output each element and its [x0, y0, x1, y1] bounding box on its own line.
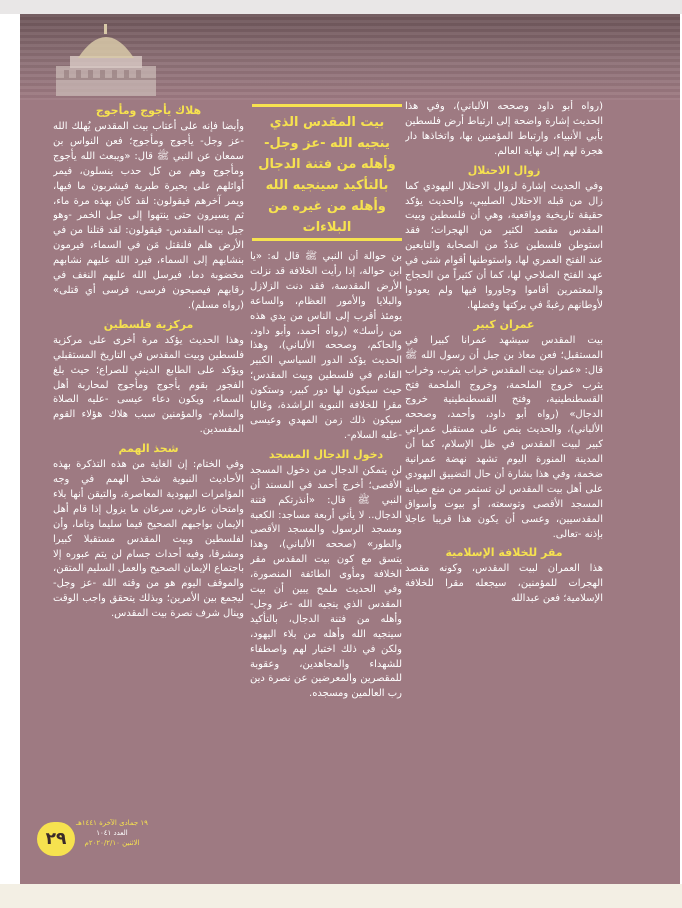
paragraph: لن يتمكن الدجال من دخول المسجد الأقصى؛ أخرج أحمد في المسند أن النبي ﷺ قال: «أنذرتكم فتنة الدجال.. لا يأتي أربعة مساجد: الكعبة ومسجد الرسول والمسجد الأقصى والطور» (صححه الألباني)، وهذا يتسق مع كون بيت المقدس مقر الخلافة ومأوى الطائفة المنصورة، وفي الحديث ملمح يبين أن بيت المقدس الذي ينجيه الله -عز وجل- وأهله من فتنة الدجال، بالتأكيد سينجيه الله وأهله من بلاء اليهود، ولكن في ذلك اختبار لهم واصطفاء للشهداء والمجاهدين، وعقوبة للمقصرين والمعرضين عن نصرة دين رب العالمين ومسجده.	[250, 464, 402, 700]
dome-of-the-rock-icon	[46, 18, 166, 98]
top-margin	[0, 0, 682, 14]
headline-rule-top	[252, 104, 402, 107]
article-column-middle	[250, 250, 402, 802]
bottom-margin	[0, 884, 682, 908]
issue-date-gregorian: الاثنين ٢٠٢٠/٢/١٠م	[84, 839, 140, 847]
pull-quote-headline	[252, 100, 402, 242]
paragraph: بيت المقدس سيشهد عمرانا كبيرا في المستقبل؛ فعن معاذ بن جبل أن رسول الله ﷺ قال: «عمران بيت المقدس خراب يثرب، وخراب يثرب خروج الملحمة، وخروج الملحمة فتح القسطنطينية، وفتح القسطنطينية خروج الدجال» (رواه أبو داود، وأحمد، وصححه الألباني)، والحديث ينص على مستقبل عمراني كبير لبيت المقدس في ظل الإسلام، كما أن المدينة المنورة اليوم تشهد نهضة عمرانية ضخمة، وفي هذا بشارة أن حال التضييق اليهودي على أهل بيت المقدس لن تستمر من منع صيانة المسجد الأقصى وتوسعته، أو بيوت وأسواق المقدسيين، وعسى أن يكون هذا قريبا عاجلا بإذنه -تعالى.	[405, 334, 603, 540]
paragraph: وفي الحديث إشارة لزوال الاحتلال اليهودي كما زال من قبله الاحتلال الصليبي، والحديث يؤكد حقيقة تاريخية وواقعية، وهي أن فلسطين وبيت المقدس مقصد لكثير من الهجرات؛ فقد استوطن فلسطين عددٌ من الصحابة والتابعين عند الفتح العمري لها، واستوطنها أقوام شتى في عهد الفتح الصلاحي لها، كما أن كثيراً من الحجاج والمعتمرين أقاموا وجاوروا فيها ولم يعودوا لأوطانهم رغبةً في بركتها وفضلها.	[405, 180, 603, 311]
section-heading: دخول الدجال المسجد	[268, 447, 384, 461]
headline-rule-bottom	[252, 238, 402, 241]
article-column-left	[53, 100, 244, 820]
headline-text: بيت المقدس الذي ينجيه الله -عز وجل- وأهله من فتنة الدجال بالتأكيد سينجيه الله وأهله من غيره من البلاءات	[258, 115, 396, 235]
section-heading: هلاك يأجوج ومأجوج	[95, 104, 202, 117]
paragraph: (رواه أبو داود وصححه الألباني)، وفي هذا الحديث إشارة واضحة إلى ارتباط أرض فلسطين بأبي الأنبياء، وارتباط المؤمنين بها، واتخاذها دار هجرة لهم إلى نهاية العالم.	[405, 101, 603, 157]
issue-number: العدد ١٠٤١	[96, 829, 128, 837]
section-heading: مقر للخلافة الإسلامية	[445, 546, 563, 560]
paragraph: بن حوالة أن النبي ﷺ قال له: «يا ابن حوالة، إذا رأيت الخلافة قد نزلت الأرض المقدسة، فقد دنت الزلازل والبلايا والأمور العظام، والساعة يومئذ أقرب إلى الناس من يدي هذه من رأسك» (رواه أحمد، وأبو داود، والحاكم، وصححه الألباني)، وهذا الحديث يؤكد الدور السياسي الكبير القادم في فلسطين وبيت المقدس؛ حيث سيكون لها دور كبير، وستكون مقرا للخلافة النبوية الراشدة، وغالبا سيكون ذلك زمن المهدي وعيسى -عليه السلام-.	[250, 251, 402, 441]
issue-info	[76, 818, 148, 848]
section-heading: مركزية فلسطين	[103, 317, 194, 331]
section-heading: شحذ الهمم	[118, 442, 179, 456]
paragraph: وأيضا فإنه على أعتاب بيت المقدس يُهلك الله -عز وجل- يأجوج ومأجوج؛ فعن النواس بن سمعان عن النبي ﷺ قال: «ويبعث الله يأجوج ومأجوج وهم من كل حدب ينسلون، فيمر أوائلهم على بحيرة طبرية فيشربون ما فيها، ويمر آخرهم فيقولون: لقد كان بهذه مرة ماء، ثم يسيرون حتى ينتهوا إلى جبل الخمر -وهو جبل بيت المقدس- فيقولون: لقد قتلنا من في الأرض هلم فلنقتل مَن في السماء، فيرمون بنشابهم إلى السماء، فيرد الله عليهم نشابهم مخضوبة دما، فيرسل الله عليهم النغف في رقابهم فيصبحون فرسى، فرسى أي قتلى» (رواه مسلم).	[53, 121, 244, 311]
section-heading: زوال الاحتلال	[467, 163, 541, 177]
paragraph: وهذا الحديث يؤكد مرة أخرى على مركزية فلسطين وبيت المقدس في التاريخ المستقبلي ويؤكد على الطابع الديني للصراع؛ حيث بلغ الفجور بقوم يأجوج ومأجوج لمحاربة أهل السماء، ويكون دعاء عيسى -عليه الصلاة والسلام- والمؤمنين سبب هلاك هؤلاء القوم المفسدين.	[53, 334, 244, 436]
section-heading: عمران كبير	[473, 317, 535, 331]
issue-date-hijri: ١٩ جمادى الآخرة ١٤٤١هـ	[76, 819, 148, 827]
paragraph: وفي الختام: إن الغاية من هذه التذكرة بهذه الأحاديث النبوية شحذ الهمم في وجه المؤامرات اليهودية المعاصرة، والتيقن أنها بلاء وامتحان عارض، سرعان ما يزول إذا قام أهل الإيمان بواجبهم الصحيح فيما سليما وتاما، وأن لفلسطين وبيت المقدس مستقبلا كبيرا ومشرقا، وفيه أحداث جسام لن يتم عبوره إلا باجتماع الإيمان الصحيح والعمل السليم المتقن، والموقف اليوم هو من وقته الله -عز وجل- ليجمع بين الأمرين؛ وبذلك يتحقق واجب الوقت وينال شرف نصرة بيت المقدس.	[53, 459, 244, 620]
paragraph: هذا العمران لبيت المقدس، وكونه مقصد الهجرات للمؤمنين، سيجعله مقرا للخلافة الإسلامية؛ فعن عبدالله	[405, 563, 603, 605]
article-column-right	[405, 100, 603, 880]
page-number-badge: ٢٩	[37, 822, 75, 856]
page-header-banner	[20, 14, 680, 100]
